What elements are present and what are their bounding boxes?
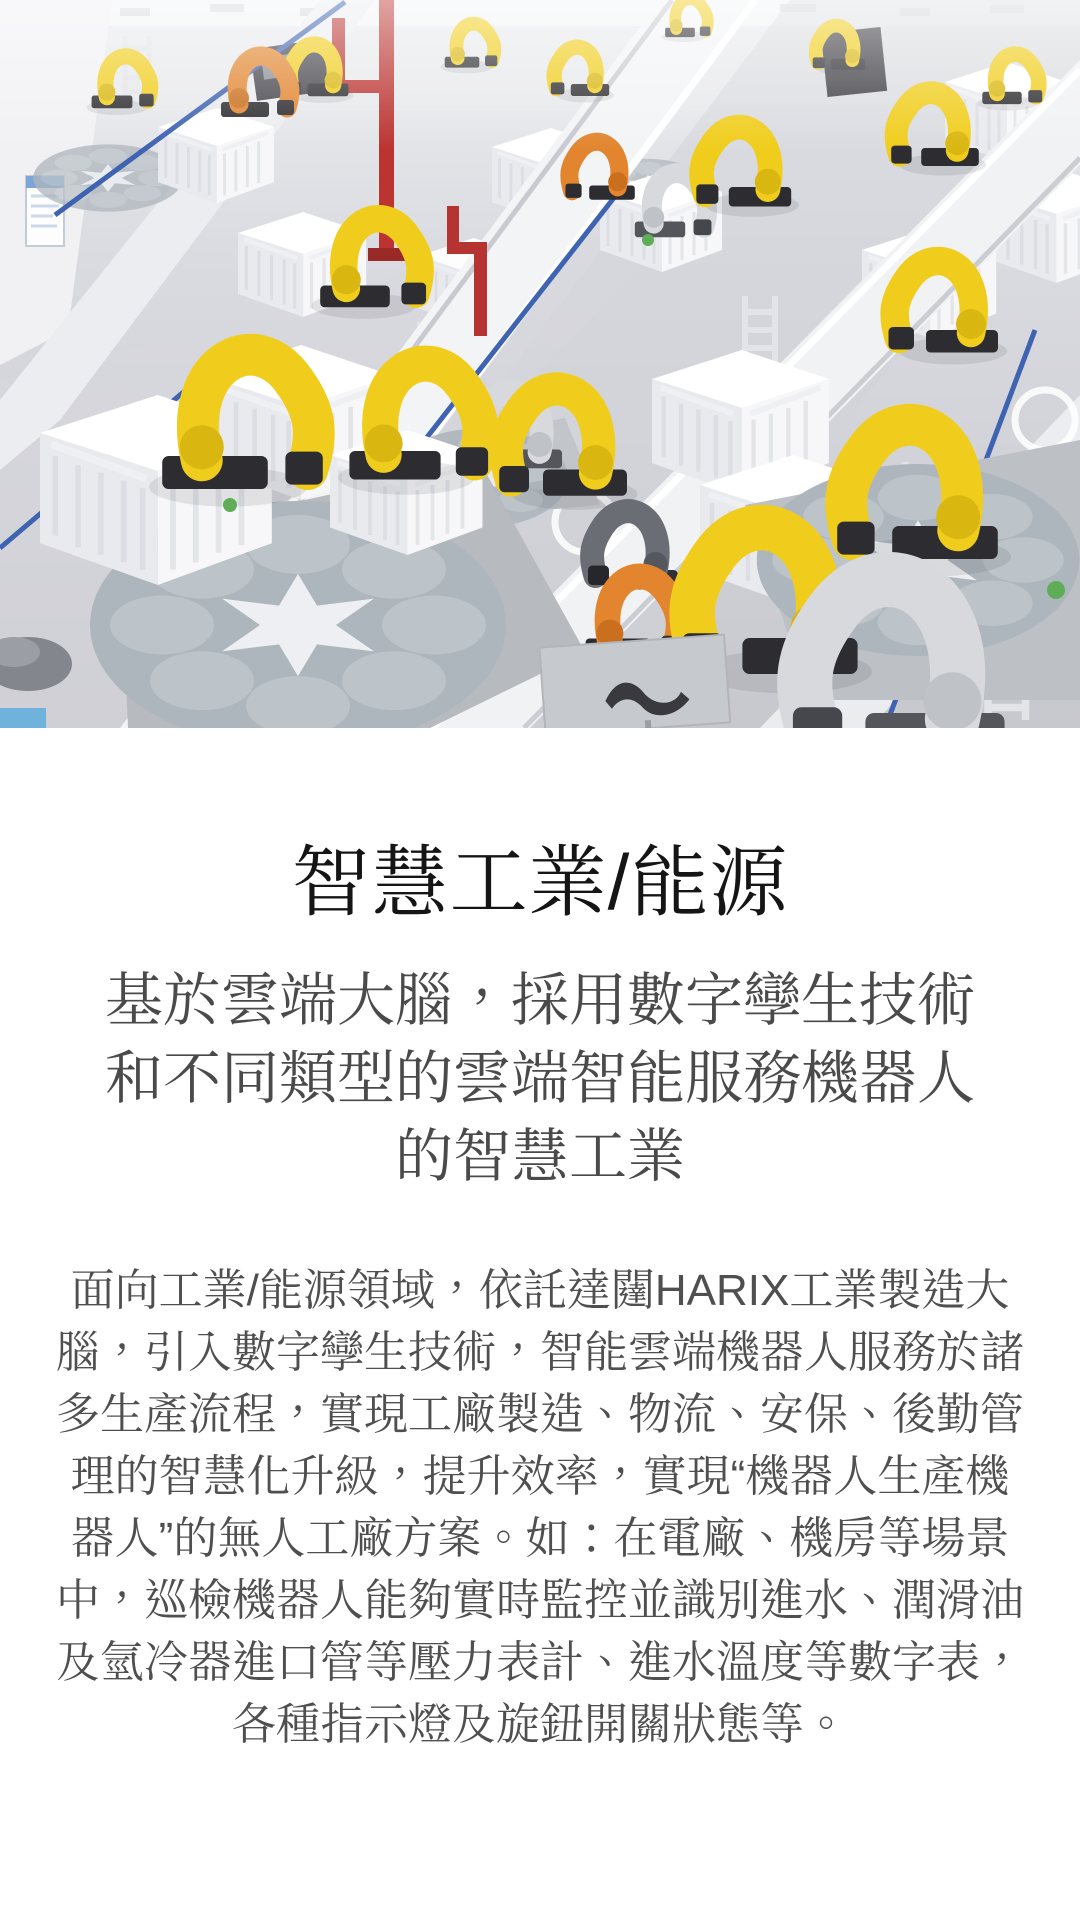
page-subtitle <box>40 962 1040 1196</box>
subtitle-line: 和不同類型的雲端智能服務機器人 <box>104 1046 975 1111</box>
equipment-panel <box>539 635 731 728</box>
subtitle-line: 的智慧工業 <box>394 1124 685 1189</box>
subtitle-line: 基於雲端大腦，採用數字孿生技術 <box>104 968 975 1033</box>
page-body: 面向工業/能源領域，依託達闥HARIX工業製造大腦，引入數字孿生技術，智能雲端機器人服務於諸多生產流程，實現工廠製造、物流、安保、後勤管理的智慧化升級，提升效率，實現“機器人生產機器人”的無人工廠方案。如：在電廠、機房等場景中，巡檢機器人能夠實時監控並識別進水、潤滑油及氫冷器進口管等壓力表計、進水溫度等數字表，各種指示燈及旋鈕開關狀態等。 <box>56 1266 1024 1749</box>
factory-hero-image <box>0 0 1080 728</box>
floor-tag <box>0 708 46 728</box>
factory-scene-illustration <box>0 0 1080 728</box>
light-haze <box>0 0 1080 150</box>
page-title: 智慧工業/能源 <box>291 838 789 926</box>
content-section <box>0 832 1080 1756</box>
